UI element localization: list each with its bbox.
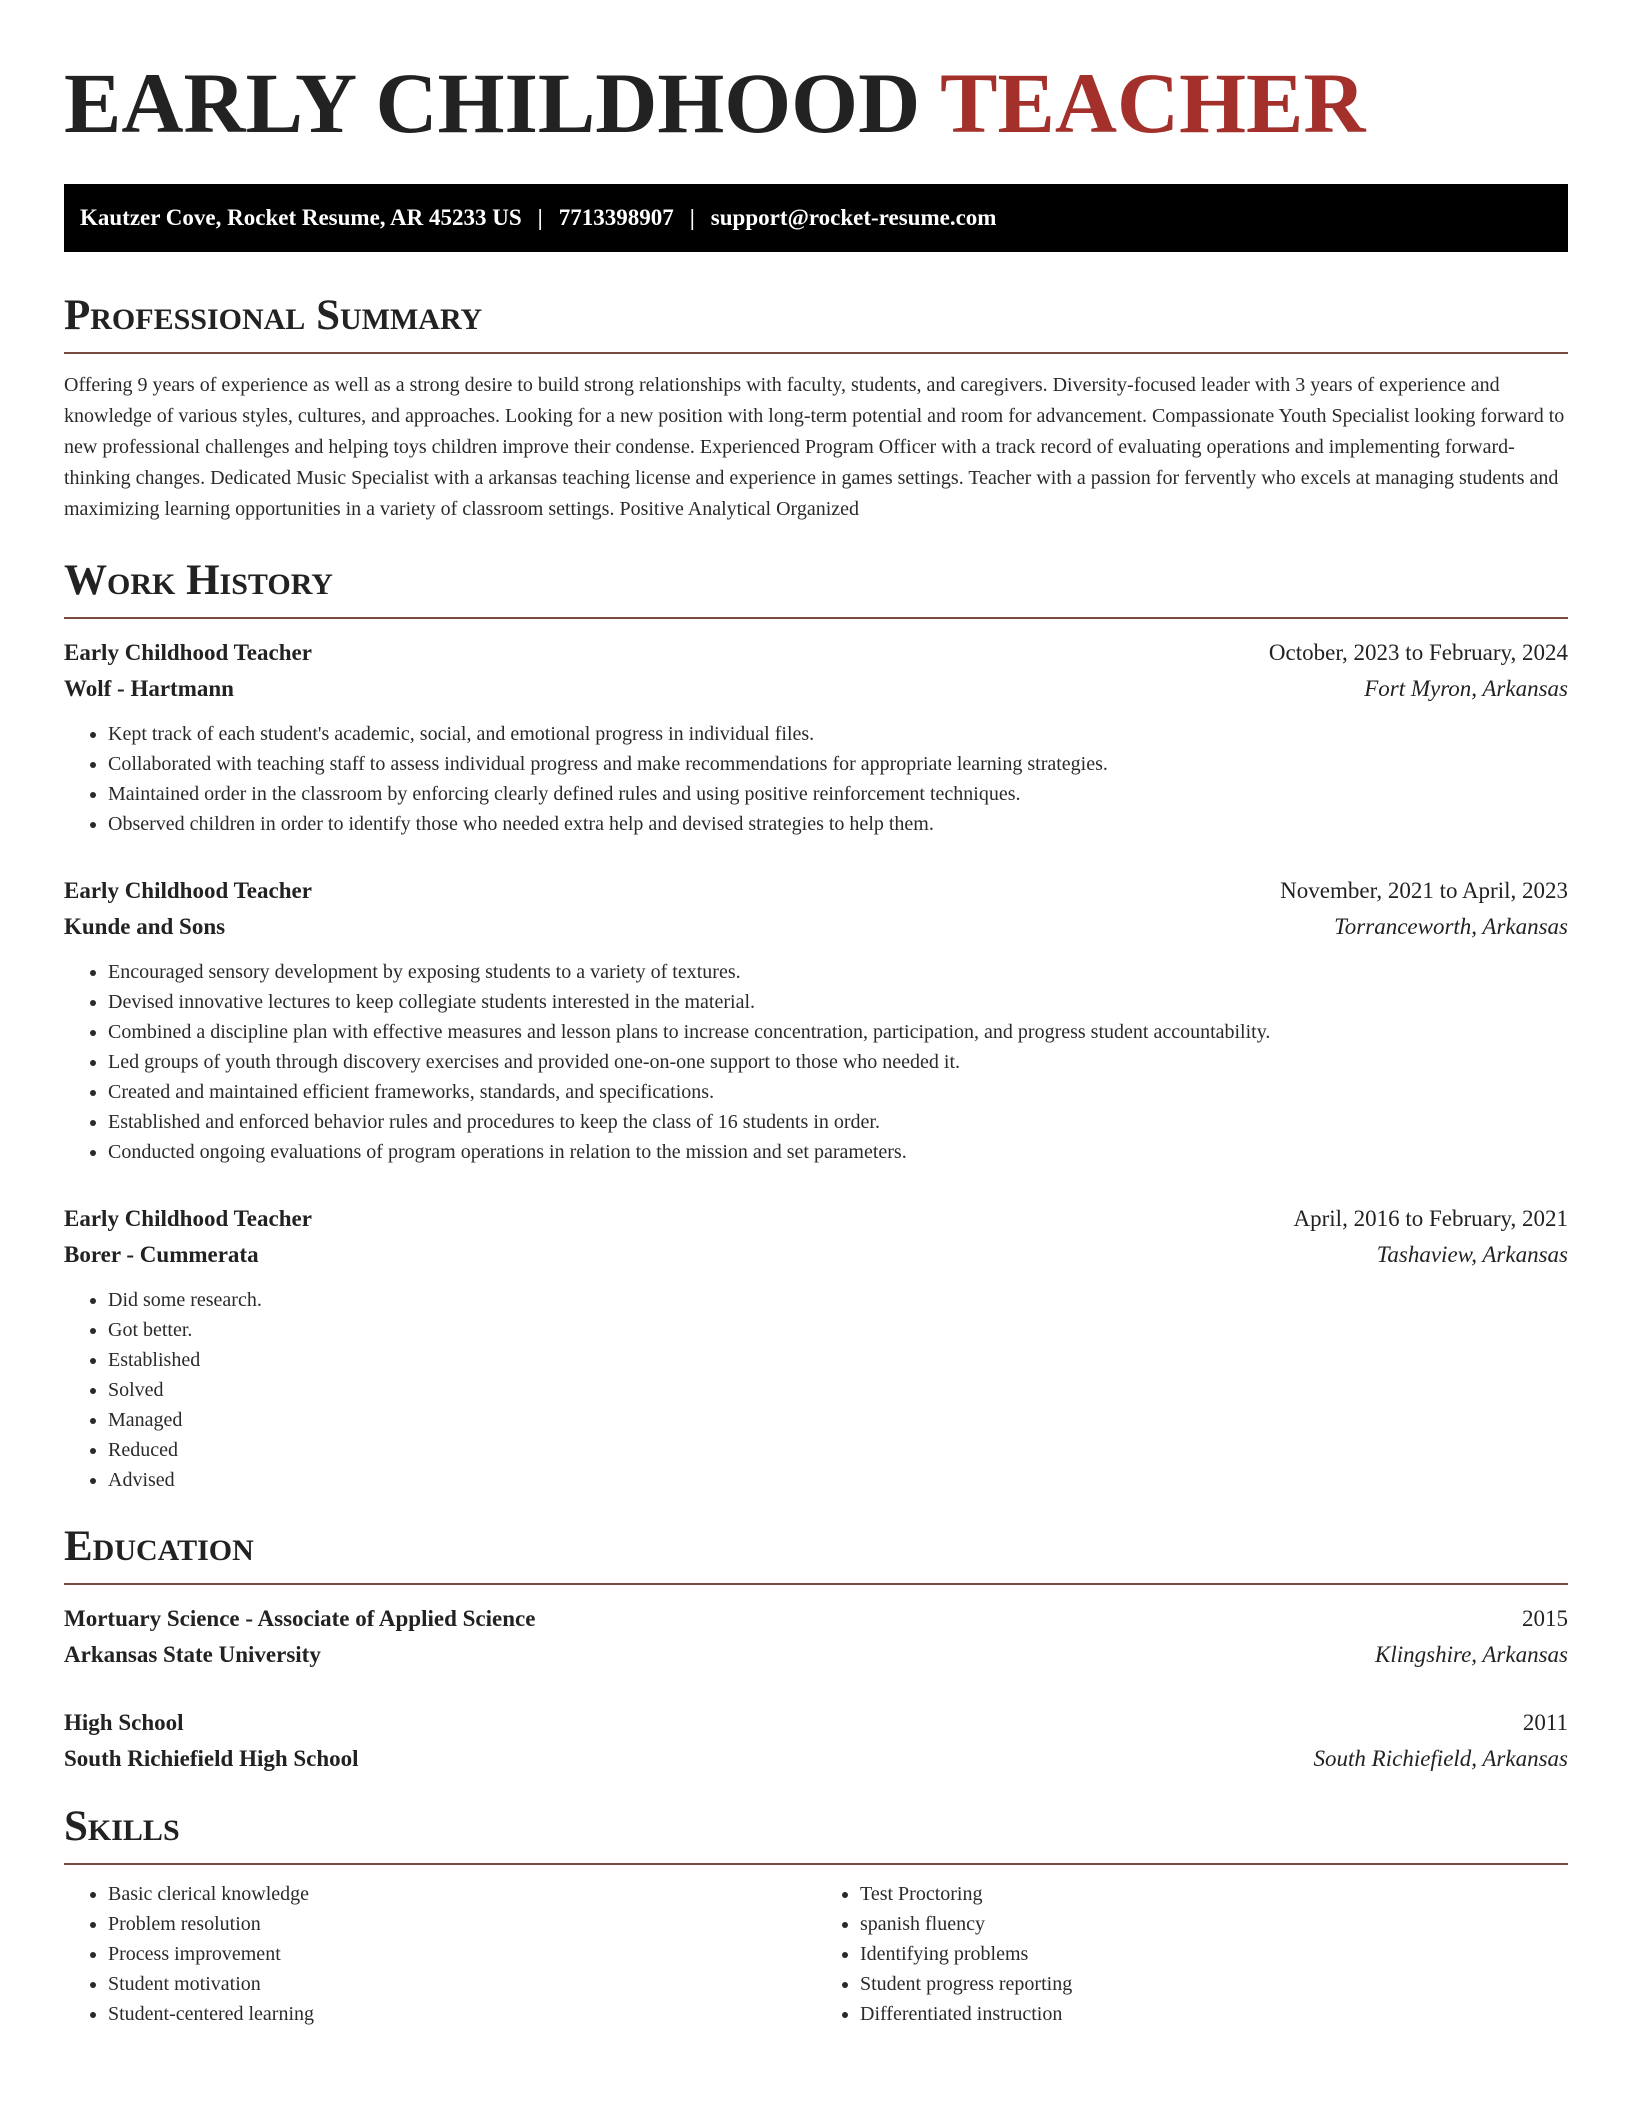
list-item: • Managed <box>108 1405 1568 1435</box>
list-item: • Devised innovative lectures to keep collegiate students interested in the material. <box>108 987 1568 1017</box>
skill-item: • Student progress reporting <box>860 1969 1568 1999</box>
section-divider <box>64 1863 1568 1865</box>
summary-text: Offering 9 years of experience as well as a strong desire to build strong relationships with faculty, students, and caregivers. Diversity-focused leader with 3 years of experience and knowledge of various styles, cultures, and approaches. Looking for a new position with long-term potential and room for advancement. Compassionate Youth Specialist looking forward to new professional challenges and helping toys children improve their condense. Experienced Program Officer with a track record of evaluating operations and implementing forward-thinking changes. Dedicated Music Specialist with a arkansas teaching license and experience in games settings. Teacher with a passion for fervently who excels at managing students and maximizing learning opportunities in a variety of classroom settings. Positive Analytical Organized <box>64 374 1565 520</box>
skill-item: • Identifying problems <box>860 1939 1568 1969</box>
job-location: Torranceworth, Arkansas <box>1334 914 1568 939</box>
education-entry <box>64 1601 1568 1673</box>
skills-list-left <box>64 1879 816 2029</box>
skills-section <box>64 1805 1568 2029</box>
job-title: Early Childhood Teacher <box>64 640 312 665</box>
list-item: • Led groups of youth through discovery exercises and provided one-on-one support to those who needed it. <box>108 1047 1568 1077</box>
skill-item: • Test Proctoring <box>860 1879 1568 1909</box>
job-company-row <box>64 909 1568 945</box>
education-degree: High School <box>64 1710 184 1735</box>
section-title-summary: Professional Summary <box>64 292 483 339</box>
contact-email: support@rocket-resume.com <box>710 205 997 230</box>
list-item: • Did some research. <box>108 1285 1568 1315</box>
contact-phone: 7713398907 <box>558 205 674 230</box>
job-title: Early Childhood Teacher <box>64 1206 312 1231</box>
education-header-row <box>64 1705 1568 1741</box>
list-item: • Got better. <box>108 1315 1568 1345</box>
education-location: South Richiefield, Arkansas <box>1313 1746 1568 1771</box>
skills-list-right <box>816 1879 1568 2029</box>
job-entry <box>64 873 1568 1167</box>
list-item: • Reduced <box>108 1435 1568 1465</box>
education-school-row <box>64 1637 1568 1673</box>
skill-item: • Student-centered learning <box>108 1999 816 2029</box>
education-section <box>64 1525 1568 1777</box>
list-item: • Created and maintained efficient frameworks, standards, and specifications. <box>108 1077 1568 1107</box>
education-school: South Richiefield High School <box>64 1746 359 1771</box>
job-dates: April, 2016 to February, 2021 <box>1293 1206 1568 1231</box>
contact-bar <box>64 184 1568 252</box>
list-item: • Established <box>108 1345 1568 1375</box>
job-company-row <box>64 1237 1568 1273</box>
list-item: • Kept track of each student's academic, social, and emotional progress in individual files. <box>108 719 1568 749</box>
section-title-skills: Skills <box>64 1803 180 1850</box>
job-location: Tashaview, Arkansas <box>1376 1242 1568 1267</box>
list-item: • Solved <box>108 1375 1568 1405</box>
list-item: • Conducted ongoing evaluations of program operations in relation to the mission and set parameters. <box>108 1137 1568 1167</box>
skill-item: • Differentiated instruction <box>860 1999 1568 2029</box>
skill-item: • Problem resolution <box>108 1909 816 1939</box>
job-company: Borer - Cummerata <box>64 1242 259 1267</box>
education-degree: Mortuary Science - Associate of Applied Science <box>64 1606 536 1631</box>
education-entry <box>64 1705 1568 1777</box>
contact-separator: | <box>537 205 543 230</box>
job-entry <box>64 635 1568 839</box>
job-header-row <box>64 635 1568 671</box>
section-divider <box>64 1583 1568 1585</box>
education-year: 2011 <box>1522 1710 1568 1735</box>
skills-columns <box>64 1879 1568 2029</box>
contact-address: Kautzer Cove, Rocket Resume, AR 45233 US <box>80 205 522 230</box>
job-location: Fort Myron, Arkansas <box>1364 676 1568 701</box>
job-header-row <box>64 873 1568 909</box>
education-school: Arkansas State University <box>64 1642 321 1667</box>
job-bullets <box>64 719 1568 839</box>
section-divider <box>64 617 1568 619</box>
section-title-work-history: Work History <box>64 557 333 604</box>
resume-name <box>64 55 1568 151</box>
job-dates: November, 2021 to April, 2023 <box>1280 878 1568 903</box>
name-accent: TEACHER <box>940 55 1366 151</box>
list-item: • Established and enforced behavior rules and procedures to keep the class of 16 students in order. <box>108 1107 1568 1137</box>
name-main: EARLY CHILDHOOD <box>64 55 921 151</box>
job-bullets <box>64 957 1568 1167</box>
skill-item: • Student motivation <box>108 1969 816 1999</box>
education-year: 2015 <box>1522 1606 1568 1631</box>
skill-item: • Process improvement <box>108 1939 816 1969</box>
job-company: Kunde and Sons <box>64 914 226 939</box>
list-item: • Collaborated with teaching staff to assess individual progress and make recommendations for appropriate learning strategies. <box>108 749 1568 779</box>
job-entry <box>64 1201 1568 1495</box>
section-title-education: Education <box>64 1523 254 1570</box>
job-header-row <box>64 1201 1568 1237</box>
job-bullets <box>64 1285 1568 1495</box>
list-item: • Encouraged sensory development by exposing students to a variety of textures. <box>108 957 1568 987</box>
job-company: Wolf - Hartmann <box>64 676 234 701</box>
summary-section <box>64 294 1568 525</box>
section-divider <box>64 352 1568 354</box>
job-title: Early Childhood Teacher <box>64 878 312 903</box>
list-item: • Advised <box>108 1465 1568 1495</box>
skill-item: • Basic clerical knowledge <box>108 1879 816 1909</box>
work-history-section <box>64 559 1568 1495</box>
list-item: • Maintained order in the classroom by enforcing clearly defined rules and using positive reinforcement techniques. <box>108 779 1568 809</box>
education-header-row <box>64 1601 1568 1637</box>
education-location: Klingshire, Arkansas <box>1375 1642 1568 1667</box>
list-item: • Combined a discipline plan with effective measures and lesson plans to increase concentration, participation, and progress student accountability. <box>108 1017 1568 1047</box>
job-company-row <box>64 671 1568 707</box>
list-item: • Observed children in order to identify those who needed extra help and devised strategies to help them. <box>108 809 1568 839</box>
education-school-row <box>64 1741 1568 1777</box>
job-dates: October, 2023 to February, 2024 <box>1268 640 1568 665</box>
contact-separator: | <box>689 205 695 230</box>
skill-item: • spanish fluency <box>860 1909 1568 1939</box>
